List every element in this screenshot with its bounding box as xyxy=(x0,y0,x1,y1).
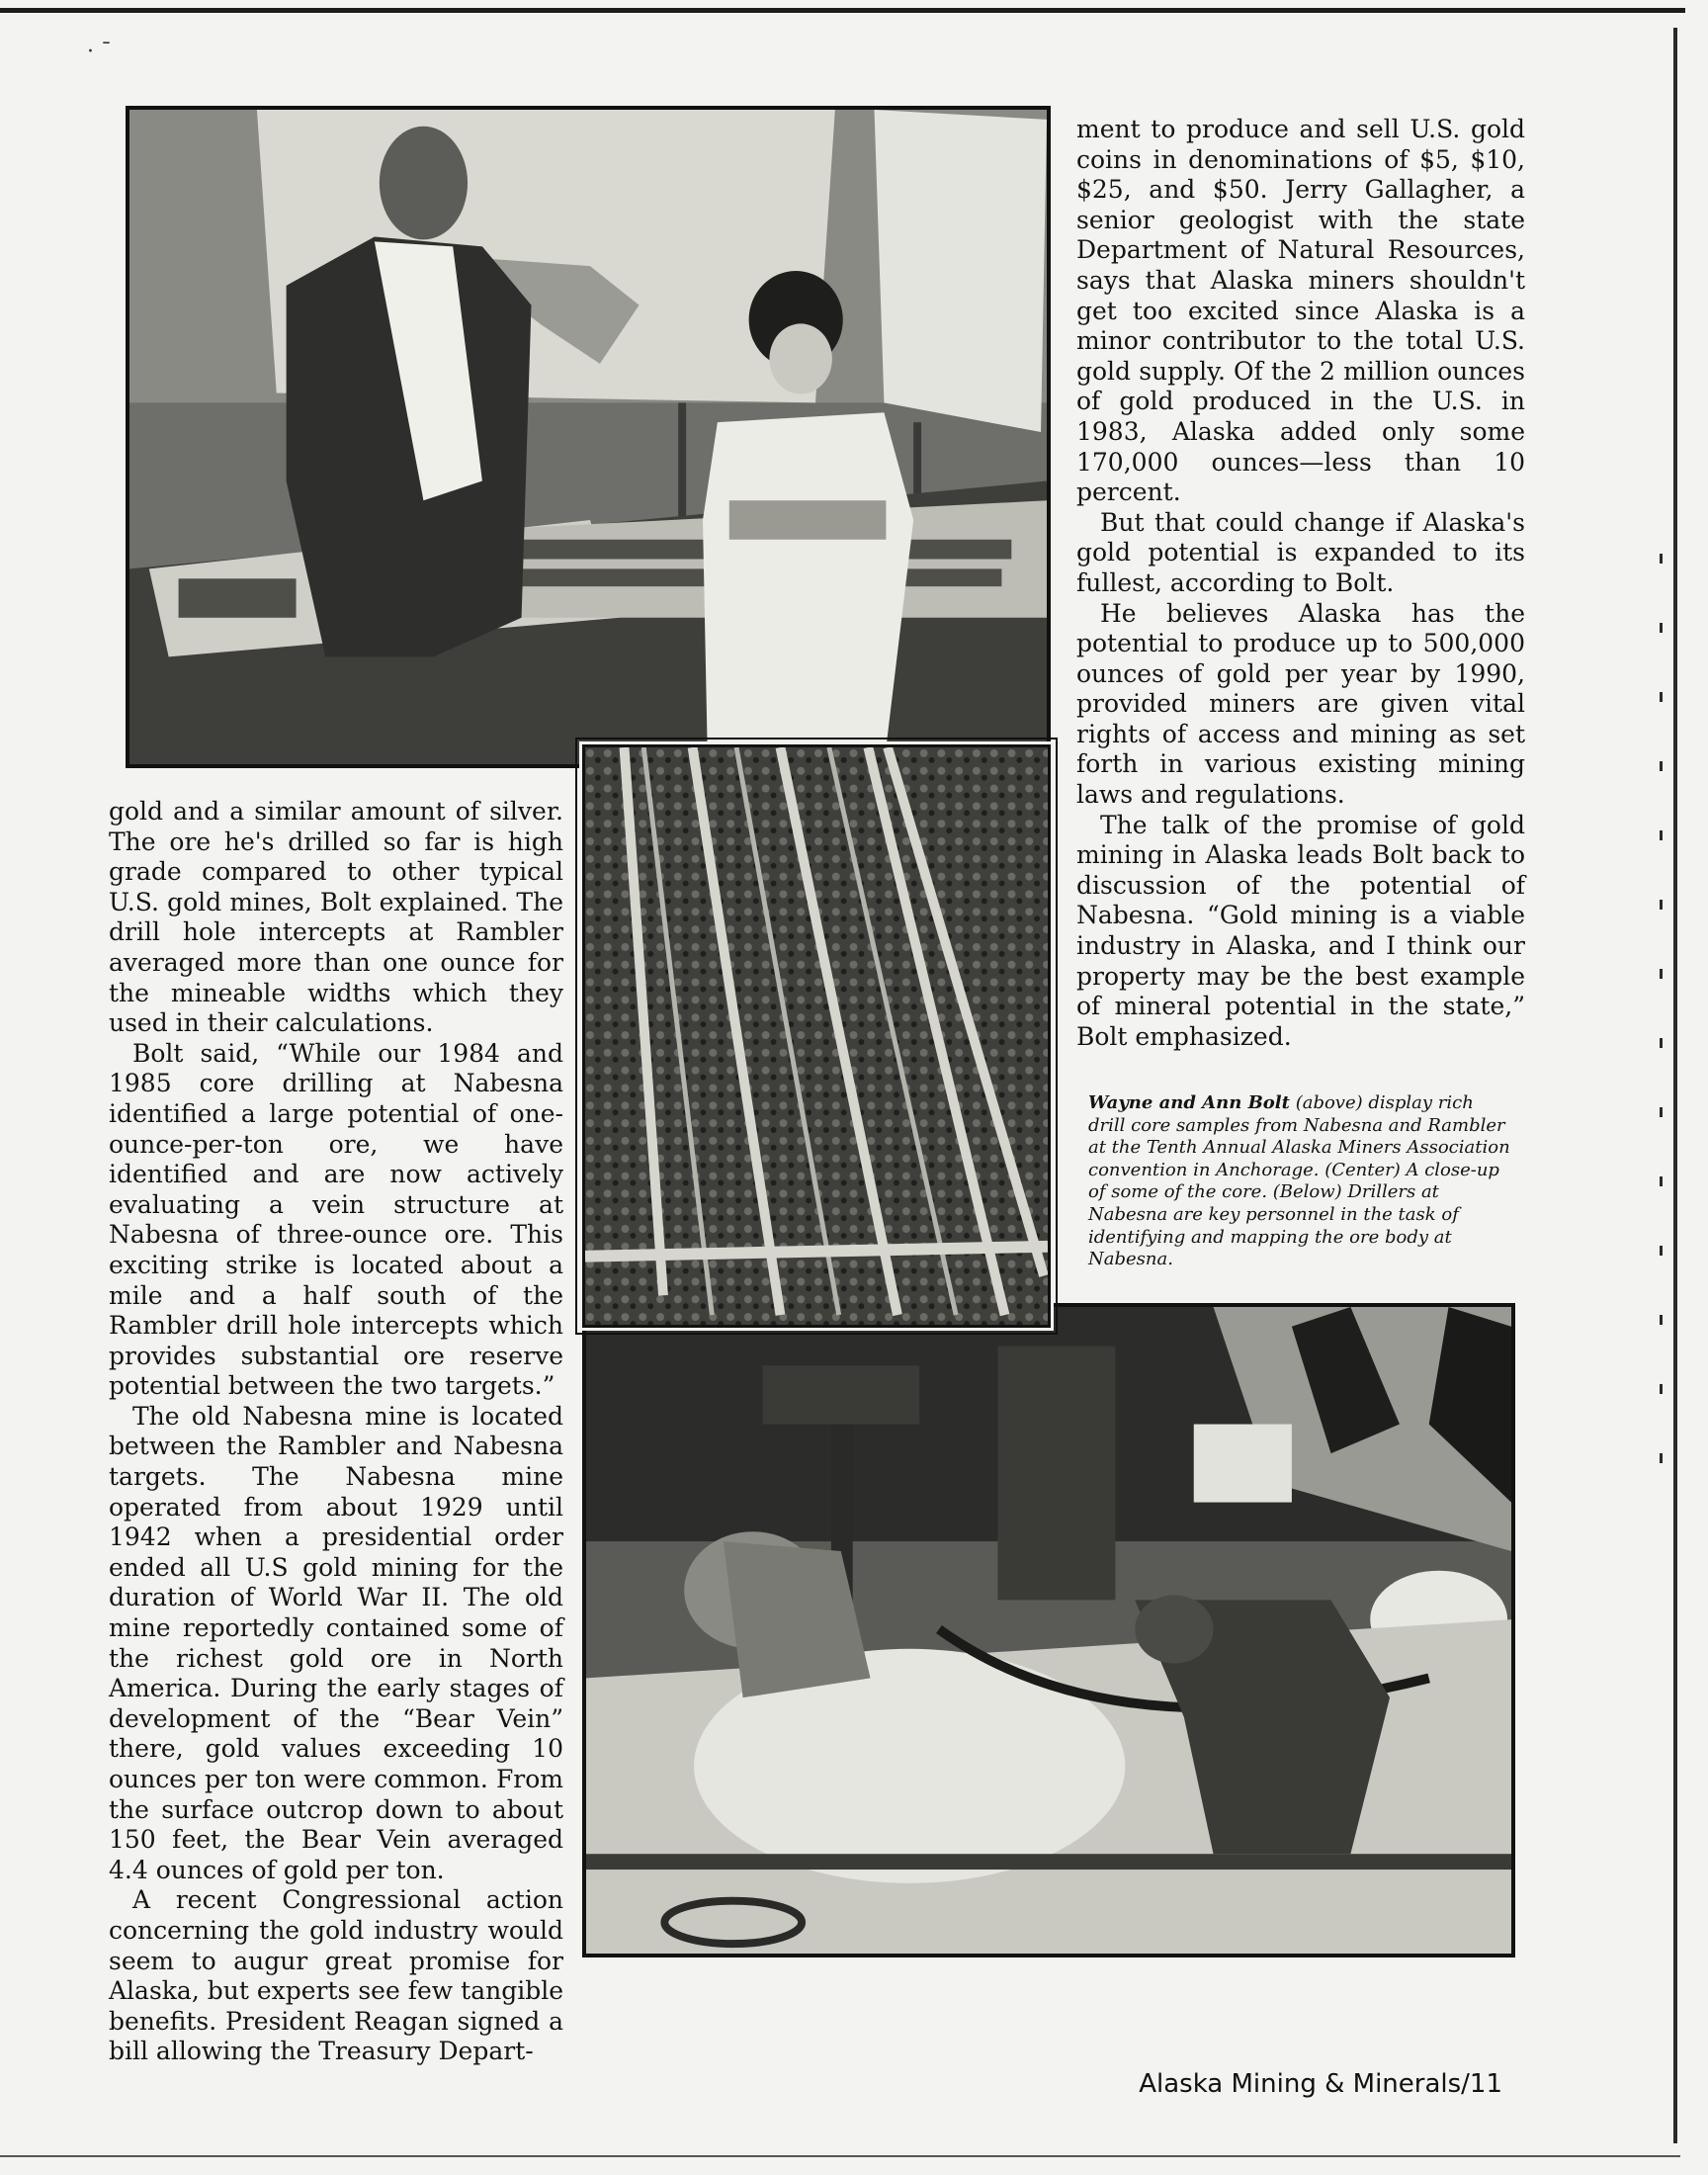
caption-text: (above) display rich drill core samples from Nabesna and Rambler at the Tenth Annual Alaska Miners Association convention in Anchorage. (Center) A close-up of some of the core. (Below) Drillers at Nabesna are key personnel in the task of identifying and mapping the ore body at Nabesna. xyxy=(1088,1092,1510,1270)
paragraph: The old Nabesna mine is located between the Rambler and Nabesna targets. The Nabesna mine operated from about 1929 until 1942 when a presidential order ended all U.S gold mining for the duration of World War II. The old mine reportedly contained some of the richest gold ore in North America. During the early stages of development of the “Bear Vein” there, gold values exceeding 10 ounces per ton were common. From the surface outcrop down to about 150 feet, the Bear Vein averaged 4.4 ounces of gold per ton. xyxy=(109,1401,563,1884)
paragraph: Bolt said, “While our 1984 and 1985 core drilling at Nabesna identified a large potential of one-ounce-per-ton ore, we have identified and are now actively evaluating a vein structure at Nabesna of three-ounce ore. This exciting strike is located about a mile and a half south of the Rambler drill hole intercepts which provides substantial ore reserve potential between the two targets.” xyxy=(109,1038,563,1401)
paragraph: ment to produce and sell U.S. gold coins in denominations of $5, $10, $25, and $50. Jerry Gallagher, a senior geologist with the state Department of Natural Resources, says that Alaska miners shouldn't get too excited since Alaska is a minor contributor to the total U.S. gold supply. Of the 2 million ounces of gold produced in the U.S. in 1983, Alaska added only some 170,000 ounces—less than 10 percent. xyxy=(1076,115,1525,507)
photo-drill-core-closeup xyxy=(582,744,1051,1328)
page-folio: Alaska Mining & Minerals/11 xyxy=(1139,2069,1502,2099)
page-edge-rule xyxy=(1673,28,1677,2143)
photo-caption xyxy=(1088,1092,1515,1271)
paragraph: He believes Alaska has the potential to produce up to 500,000 ounces of gold per year by 1990, provided miners are given vital rights of access and mining as set forth in various existing mining laws and regulations. xyxy=(1076,598,1525,810)
photo-drillers-at-nabesna xyxy=(582,1303,1515,1958)
paragraph: A recent Congressional action concerning the gold industry would seem to augur great promise for Alaska, but experts see few tangible benefits. President Reagan signed a bill allowing the Treasury Depart- xyxy=(109,1885,563,2066)
paragraph: gold and a similar amount of silver. The ore he's drilled so far is high grade compared to other typical U.S. gold mines, Bolt explained. The drill hole intercepts at Rambler averaged more than one ounce for the mineable widths which they used in their calculations. xyxy=(109,797,563,1038)
caption-names: Wayne and Ann Bolt xyxy=(1088,1092,1290,1113)
bottom-rule xyxy=(0,2155,1680,2157)
paragraph: The talk of the promise of gold mining in Alaska leads Bolt back to discussion of the potential of Nabesna. “Gold mining is a viable industry in Alaska, and I think our property may be the best example of mineral potential in the state,” Bolt emphasized. xyxy=(1076,810,1525,1051)
article-left-column xyxy=(109,797,563,2067)
photo-bolts-at-display xyxy=(126,106,1051,768)
top-rule xyxy=(0,8,1685,13)
scan-speck: · ˉ xyxy=(87,40,112,64)
paragraph: But that could change if Alaska's gold potential is expanded to its fullest, according to Bolt. xyxy=(1076,507,1525,597)
article-right-column xyxy=(1076,115,1525,1052)
binding-marks xyxy=(1660,554,1663,1493)
